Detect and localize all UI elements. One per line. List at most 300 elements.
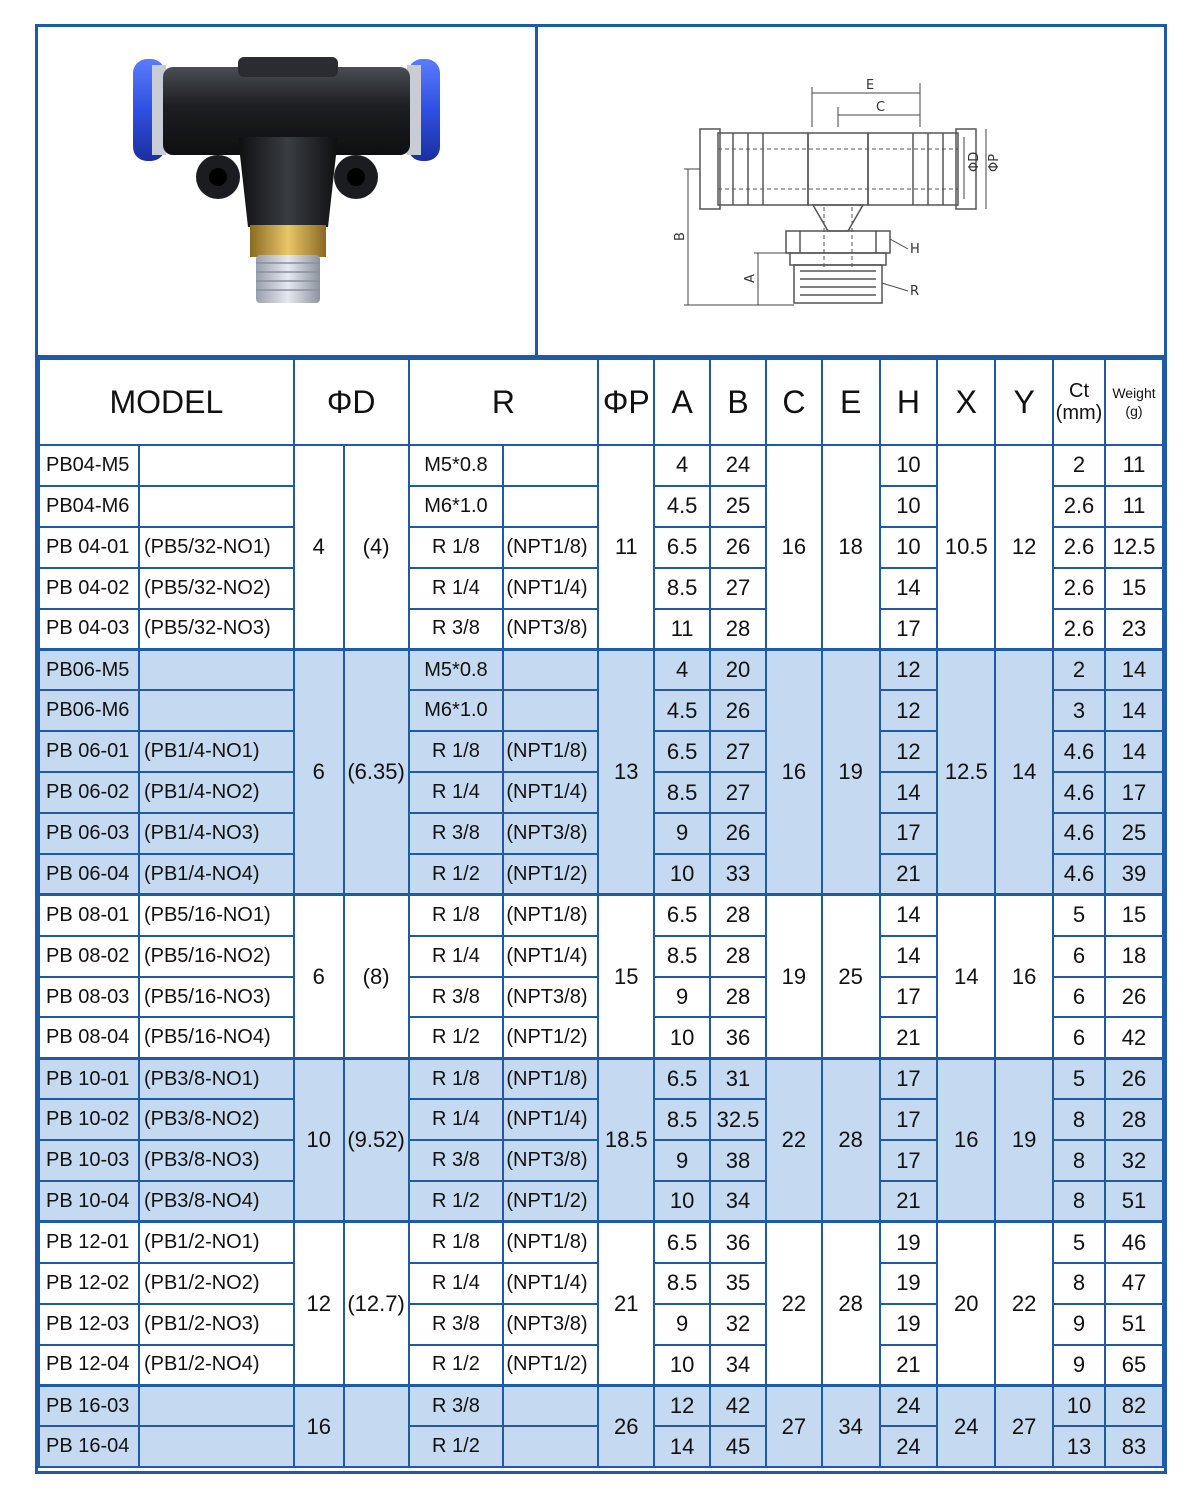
c-cell: 19 xyxy=(766,895,822,1059)
header-x: X xyxy=(937,359,995,445)
c-cell: 22 xyxy=(766,1222,822,1386)
a-cell: 14 xyxy=(654,1426,710,1467)
d-cell: 10 xyxy=(294,1058,344,1222)
r-cell: R 1/4 xyxy=(409,936,504,977)
p-cell: 11 xyxy=(598,445,654,649)
weight-cell: 14 xyxy=(1105,731,1163,772)
model-cell: PB 10-02 xyxy=(39,1099,139,1140)
weight-cell: 65 xyxy=(1105,1345,1163,1386)
x-cell: 20 xyxy=(937,1222,995,1386)
ct-cell: 4.6 xyxy=(1053,813,1105,854)
ct-cell: 5 xyxy=(1053,1222,1105,1263)
a-cell: 10 xyxy=(654,1345,710,1386)
ct-cell: 6 xyxy=(1053,977,1105,1018)
a-cell: 9 xyxy=(654,1140,710,1181)
h-cell: 21 xyxy=(880,1181,938,1222)
ct-cell: 3 xyxy=(1053,690,1105,731)
a-cell: 6.5 xyxy=(654,527,710,568)
r-alt-cell: (NPT1/8) xyxy=(503,527,598,568)
a-cell: 10 xyxy=(654,1017,710,1058)
drawing-label-p: ΦP xyxy=(987,153,1002,172)
model-alt-cell xyxy=(139,1385,294,1426)
header-p: ΦP xyxy=(598,359,654,445)
h-cell: 17 xyxy=(880,977,938,1018)
a-cell: 8.5 xyxy=(654,1099,710,1140)
a-cell: 8.5 xyxy=(654,568,710,609)
h-cell: 14 xyxy=(880,936,938,977)
model-alt-cell: (PB5/16-NO3) xyxy=(139,977,294,1018)
a-cell: 10 xyxy=(654,854,710,895)
x-cell: 16 xyxy=(937,1058,995,1222)
r-alt-cell xyxy=(503,1426,598,1467)
model-cell: PB04-M5 xyxy=(39,445,139,486)
r-alt-cell: (NPT3/8) xyxy=(503,977,598,1018)
weight-cell: 23 xyxy=(1105,609,1163,650)
weight-cell: 26 xyxy=(1105,1058,1163,1099)
model-alt-cell: (PB1/4-NO2) xyxy=(139,772,294,813)
model-cell: PB06-M6 xyxy=(39,690,139,731)
r-alt-cell xyxy=(503,690,598,731)
e-cell: 19 xyxy=(822,649,880,894)
r-alt-cell xyxy=(503,445,598,486)
model-alt-cell: (PB3/8-NO1) xyxy=(139,1058,294,1099)
header-h: H xyxy=(880,359,938,445)
drawing-label-r: R xyxy=(910,284,920,299)
b-cell: 24 xyxy=(710,445,766,486)
table-row xyxy=(39,1058,1163,1099)
model-alt-cell: (PB5/32-NO3) xyxy=(139,609,294,650)
model-alt-cell: (PB5/16-NO2) xyxy=(139,936,294,977)
model-cell: PB 08-04 xyxy=(39,1017,139,1058)
a-cell: 4.5 xyxy=(654,690,710,731)
b-cell: 28 xyxy=(710,977,766,1018)
r-cell: R 1/2 xyxy=(409,1426,504,1467)
ct-cell: 4.6 xyxy=(1053,731,1105,772)
r-cell: R 1/4 xyxy=(409,772,504,813)
weight-cell: 83 xyxy=(1105,1426,1163,1467)
a-cell: 9 xyxy=(654,977,710,1018)
header-d: ΦD xyxy=(294,359,409,445)
weight-cell: 39 xyxy=(1105,854,1163,895)
b-cell: 32 xyxy=(710,1304,766,1345)
table-row xyxy=(39,1222,1163,1263)
y-cell: 27 xyxy=(995,1385,1053,1467)
x-cell: 14 xyxy=(937,895,995,1059)
h-cell: 19 xyxy=(880,1222,938,1263)
ct-cell: 4.6 xyxy=(1053,854,1105,895)
b-cell: 36 xyxy=(710,1222,766,1263)
r-cell: R 3/8 xyxy=(409,1304,504,1345)
ct-cell: 2.6 xyxy=(1053,486,1105,527)
model-alt-cell: (PB1/4-NO1) xyxy=(139,731,294,772)
d-cell: 16 xyxy=(294,1385,344,1467)
tee-fitting-photo xyxy=(38,27,535,355)
b-cell: 36 xyxy=(710,1017,766,1058)
d-cell: 4 xyxy=(294,445,344,649)
model-alt-cell: (PB1/2-NO2) xyxy=(139,1263,294,1304)
e-cell: 28 xyxy=(822,1222,880,1386)
y-cell: 12 xyxy=(995,445,1053,649)
weight-cell: 12.5 xyxy=(1105,527,1163,568)
b-cell: 26 xyxy=(710,813,766,854)
b-cell: 38 xyxy=(710,1140,766,1181)
model-cell: PB 06-02 xyxy=(39,772,139,813)
ct-cell: 9 xyxy=(1053,1304,1105,1345)
b-cell: 27 xyxy=(710,731,766,772)
b-cell: 35 xyxy=(710,1263,766,1304)
a-cell: 6.5 xyxy=(654,1222,710,1263)
r-cell: R 1/4 xyxy=(409,1099,504,1140)
e-cell: 34 xyxy=(822,1385,880,1467)
r-alt-cell: (NPT1/8) xyxy=(503,895,598,936)
a-cell: 10 xyxy=(654,1181,710,1222)
table-row xyxy=(39,445,1163,486)
r-cell: R 1/8 xyxy=(409,731,504,772)
a-cell: 6.5 xyxy=(654,895,710,936)
spec-body xyxy=(39,445,1163,1467)
drawing-label-d: ΦD xyxy=(967,151,982,172)
c-cell: 22 xyxy=(766,1058,822,1222)
b-cell: 27 xyxy=(710,772,766,813)
y-cell: 19 xyxy=(995,1058,1053,1222)
r-cell: R 3/8 xyxy=(409,1385,504,1426)
h-cell: 21 xyxy=(880,1345,938,1386)
h-cell: 17 xyxy=(880,1099,938,1140)
d-alt-cell: (4) xyxy=(344,445,409,649)
product-photo-panel xyxy=(38,27,538,355)
b-cell: 45 xyxy=(710,1426,766,1467)
model-alt-cell: (PB1/4-NO3) xyxy=(139,813,294,854)
model-cell: PB 06-04 xyxy=(39,854,139,895)
r-cell: R 1/8 xyxy=(409,527,504,568)
drawing-label-c: C xyxy=(876,100,886,115)
spec-sheet xyxy=(35,24,1167,1474)
h-cell: 19 xyxy=(880,1304,938,1345)
d-alt-cell: (8) xyxy=(344,895,409,1059)
p-cell: 21 xyxy=(598,1222,654,1386)
model-cell: PB04-M6 xyxy=(39,486,139,527)
d-alt-cell: (9.52) xyxy=(344,1058,409,1222)
r-alt-cell: (NPT1/2) xyxy=(503,1345,598,1386)
y-cell: 22 xyxy=(995,1222,1053,1386)
e-cell: 25 xyxy=(822,895,880,1059)
b-cell: 32.5 xyxy=(710,1099,766,1140)
table-row xyxy=(39,1385,1163,1426)
r-cell: R 3/8 xyxy=(409,813,504,854)
model-alt-cell xyxy=(139,445,294,486)
header-model: MODEL xyxy=(39,359,294,445)
a-cell: 8.5 xyxy=(654,772,710,813)
r-alt-cell: (NPT1/8) xyxy=(503,1058,598,1099)
b-cell: 20 xyxy=(710,649,766,690)
h-cell: 24 xyxy=(880,1426,938,1467)
y-cell: 14 xyxy=(995,649,1053,894)
model-cell: PB06-M5 xyxy=(39,649,139,690)
weight-cell: 51 xyxy=(1105,1181,1163,1222)
a-cell: 8.5 xyxy=(654,1263,710,1304)
ct-cell: 8 xyxy=(1053,1140,1105,1181)
h-cell: 21 xyxy=(880,854,938,895)
ct-cell: 5 xyxy=(1053,895,1105,936)
d-cell: 6 xyxy=(294,649,344,894)
r-cell: M5*0.8 xyxy=(409,649,504,690)
b-cell: 27 xyxy=(710,568,766,609)
model-alt-cell: (PB5/32-NO2) xyxy=(139,568,294,609)
weight-cell: 47 xyxy=(1105,1263,1163,1304)
r-cell: R 1/2 xyxy=(409,1181,504,1222)
a-cell: 9 xyxy=(654,813,710,854)
d-cell: 12 xyxy=(294,1222,344,1386)
d-cell: 6 xyxy=(294,895,344,1059)
c-cell: 16 xyxy=(766,649,822,894)
r-cell: R 1/2 xyxy=(409,1017,504,1058)
model-cell: PB 06-01 xyxy=(39,731,139,772)
drawing-label-h: H xyxy=(910,242,920,257)
ct-cell: 13 xyxy=(1053,1426,1105,1467)
d-alt-cell: (6.35) xyxy=(344,649,409,894)
r-cell: R 1/8 xyxy=(409,1222,504,1263)
r-alt-cell: (NPT1/4) xyxy=(503,568,598,609)
model-cell: PB 10-04 xyxy=(39,1181,139,1222)
model-alt-cell: (PB5/16-NO4) xyxy=(139,1017,294,1058)
model-alt-cell: (PB3/8-NO2) xyxy=(139,1099,294,1140)
model-cell: PB 16-04 xyxy=(39,1426,139,1467)
b-cell: 31 xyxy=(710,1058,766,1099)
b-cell: 34 xyxy=(710,1345,766,1386)
r-cell: M6*1.0 xyxy=(409,486,504,527)
b-cell: 26 xyxy=(710,690,766,731)
weight-cell: 82 xyxy=(1105,1385,1163,1426)
r-cell: R 1/2 xyxy=(409,1345,504,1386)
h-cell: 17 xyxy=(880,609,938,650)
model-alt-cell: (PB1/2-NO1) xyxy=(139,1222,294,1263)
ct-cell: 8 xyxy=(1053,1181,1105,1222)
ct-cell: 6 xyxy=(1053,936,1105,977)
model-alt-cell: (PB3/8-NO3) xyxy=(139,1140,294,1181)
ct-cell: 2 xyxy=(1053,649,1105,690)
table-row xyxy=(39,649,1163,690)
ct-cell: 2.6 xyxy=(1053,609,1105,650)
h-cell: 12 xyxy=(880,731,938,772)
model-alt-cell: (PB1/2-NO3) xyxy=(139,1304,294,1345)
drawing-label-a: A xyxy=(743,274,758,283)
r-alt-cell: (NPT1/2) xyxy=(503,1017,598,1058)
r-cell: M6*1.0 xyxy=(409,690,504,731)
model-alt-cell: (PB5/32-NO1) xyxy=(139,527,294,568)
header-weight-label: Weight xyxy=(1112,385,1156,401)
model-cell: PB 12-02 xyxy=(39,1263,139,1304)
header-ct-label: Ct xyxy=(1069,380,1089,402)
model-alt-cell xyxy=(139,649,294,690)
model-cell: PB 10-01 xyxy=(39,1058,139,1099)
header-ct-unit: (mm) xyxy=(1055,402,1103,424)
ct-cell: 5 xyxy=(1053,1058,1105,1099)
model-cell: PB 12-04 xyxy=(39,1345,139,1386)
header-c: C xyxy=(766,359,822,445)
r-cell: R 1/2 xyxy=(409,854,504,895)
model-alt-cell: (PB1/2-NO4) xyxy=(139,1345,294,1386)
weight-cell: 51 xyxy=(1105,1304,1163,1345)
h-cell: 24 xyxy=(880,1385,938,1426)
r-cell: R 3/8 xyxy=(409,609,504,650)
r-alt-cell: (NPT1/4) xyxy=(503,772,598,813)
r-alt-cell: (NPT1/8) xyxy=(503,1222,598,1263)
model-alt-cell: (PB5/16-NO1) xyxy=(139,895,294,936)
weight-cell: 46 xyxy=(1105,1222,1163,1263)
x-cell: 24 xyxy=(937,1385,995,1467)
y-cell: 16 xyxy=(995,895,1053,1059)
ct-cell: 8 xyxy=(1053,1099,1105,1140)
h-cell: 12 xyxy=(880,649,938,690)
model-cell: PB 04-01 xyxy=(39,527,139,568)
model-cell: PB 12-01 xyxy=(39,1222,139,1263)
model-alt-cell: (PB1/4-NO4) xyxy=(139,854,294,895)
r-alt-cell: (NPT1/8) xyxy=(503,731,598,772)
a-cell: 4 xyxy=(654,649,710,690)
h-cell: 10 xyxy=(880,486,938,527)
weight-cell: 32 xyxy=(1105,1140,1163,1181)
weight-cell: 28 xyxy=(1105,1099,1163,1140)
model-alt-cell xyxy=(139,486,294,527)
header-y: Y xyxy=(995,359,1053,445)
ct-cell: 6 xyxy=(1053,1017,1105,1058)
header-weight-unit: (g) xyxy=(1125,403,1143,419)
r-alt-cell: (NPT3/8) xyxy=(503,609,598,650)
weight-cell: 11 xyxy=(1105,445,1163,486)
r-alt-cell: (NPT3/8) xyxy=(503,813,598,854)
weight-cell: 17 xyxy=(1105,772,1163,813)
r-alt-cell: (NPT1/4) xyxy=(503,936,598,977)
weight-cell: 25 xyxy=(1105,813,1163,854)
model-cell: PB 10-03 xyxy=(39,1140,139,1181)
model-cell: PB 04-03 xyxy=(39,609,139,650)
a-cell: 12 xyxy=(654,1385,710,1426)
model-cell: PB 06-03 xyxy=(39,813,139,854)
model-cell: PB 08-03 xyxy=(39,977,139,1018)
drawing-label-e: E xyxy=(866,78,875,93)
h-cell: 17 xyxy=(880,813,938,854)
weight-cell: 18 xyxy=(1105,936,1163,977)
model-cell: PB 04-02 xyxy=(39,568,139,609)
e-cell: 28 xyxy=(822,1058,880,1222)
b-cell: 25 xyxy=(710,486,766,527)
model-cell: PB 16-03 xyxy=(39,1385,139,1426)
ct-cell: 8 xyxy=(1053,1263,1105,1304)
header-b: B xyxy=(710,359,766,445)
ct-cell: 9 xyxy=(1053,1345,1105,1386)
r-alt-cell: (NPT1/4) xyxy=(503,1099,598,1140)
b-cell: 42 xyxy=(710,1385,766,1426)
r-alt-cell: (NPT1/2) xyxy=(503,1181,598,1222)
d-alt-cell: (12.7) xyxy=(344,1222,409,1386)
a-cell: 9 xyxy=(654,1304,710,1345)
h-cell: 14 xyxy=(880,895,938,936)
header-weight xyxy=(1105,359,1163,445)
r-cell: R 3/8 xyxy=(409,1140,504,1181)
ct-cell: 10 xyxy=(1053,1385,1105,1426)
h-cell: 21 xyxy=(880,1017,938,1058)
b-cell: 28 xyxy=(710,609,766,650)
r-cell: R 1/4 xyxy=(409,1263,504,1304)
model-cell: PB 08-02 xyxy=(39,936,139,977)
weight-cell: 15 xyxy=(1105,568,1163,609)
technical-drawing-panel xyxy=(538,27,1164,355)
header-r: R xyxy=(409,359,599,445)
model-cell: PB 12-03 xyxy=(39,1304,139,1345)
p-cell: 26 xyxy=(598,1385,654,1467)
h-cell: 17 xyxy=(880,1140,938,1181)
header-row xyxy=(39,359,1163,445)
e-cell: 18 xyxy=(822,445,880,649)
a-cell: 11 xyxy=(654,609,710,650)
weight-cell: 14 xyxy=(1105,690,1163,731)
x-cell: 12.5 xyxy=(937,649,995,894)
r-cell: R 1/8 xyxy=(409,895,504,936)
h-cell: 12 xyxy=(880,690,938,731)
header-ct xyxy=(1053,359,1105,445)
r-alt-cell: (NPT3/8) xyxy=(503,1140,598,1181)
h-cell: 10 xyxy=(880,527,938,568)
header-a: A xyxy=(654,359,710,445)
model-alt-cell: (PB3/8-NO4) xyxy=(139,1181,294,1222)
ct-cell: 2 xyxy=(1053,445,1105,486)
h-cell: 14 xyxy=(880,772,938,813)
weight-cell: 14 xyxy=(1105,649,1163,690)
spec-table xyxy=(38,358,1164,1468)
a-cell: 6.5 xyxy=(654,1058,710,1099)
b-cell: 33 xyxy=(710,854,766,895)
c-cell: 27 xyxy=(766,1385,822,1467)
p-cell: 13 xyxy=(598,649,654,894)
p-cell: 18.5 xyxy=(598,1058,654,1222)
p-cell: 15 xyxy=(598,895,654,1059)
r-alt-cell xyxy=(503,1385,598,1426)
model-alt-cell xyxy=(139,1426,294,1467)
table-row xyxy=(39,895,1163,936)
ct-cell: 4.6 xyxy=(1053,772,1105,813)
a-cell: 8.5 xyxy=(654,936,710,977)
d-alt-cell xyxy=(344,1385,409,1467)
header-e: E xyxy=(822,359,880,445)
dimension-drawing xyxy=(538,27,1164,355)
b-cell: 28 xyxy=(710,895,766,936)
ct-cell: 2.6 xyxy=(1053,527,1105,568)
r-cell: R 1/4 xyxy=(409,568,504,609)
r-alt-cell xyxy=(503,486,598,527)
r-alt-cell: (NPT3/8) xyxy=(503,1304,598,1345)
x-cell: 10.5 xyxy=(937,445,995,649)
a-cell: 4.5 xyxy=(654,486,710,527)
r-cell: R 1/8 xyxy=(409,1058,504,1099)
h-cell: 14 xyxy=(880,568,938,609)
r-alt-cell: (NPT1/4) xyxy=(503,1263,598,1304)
weight-cell: 26 xyxy=(1105,977,1163,1018)
drawing-label-b: B xyxy=(673,232,688,241)
r-alt-cell: (NPT1/2) xyxy=(503,854,598,895)
b-cell: 28 xyxy=(710,936,766,977)
r-cell: R 3/8 xyxy=(409,977,504,1018)
a-cell: 4 xyxy=(654,445,710,486)
model-cell: PB 08-01 xyxy=(39,895,139,936)
model-alt-cell xyxy=(139,690,294,731)
r-cell: M5*0.8 xyxy=(409,445,504,486)
weight-cell: 42 xyxy=(1105,1017,1163,1058)
h-cell: 17 xyxy=(880,1058,938,1099)
h-cell: 19 xyxy=(880,1263,938,1304)
h-cell: 10 xyxy=(880,445,938,486)
weight-cell: 11 xyxy=(1105,486,1163,527)
weight-cell: 15 xyxy=(1105,895,1163,936)
